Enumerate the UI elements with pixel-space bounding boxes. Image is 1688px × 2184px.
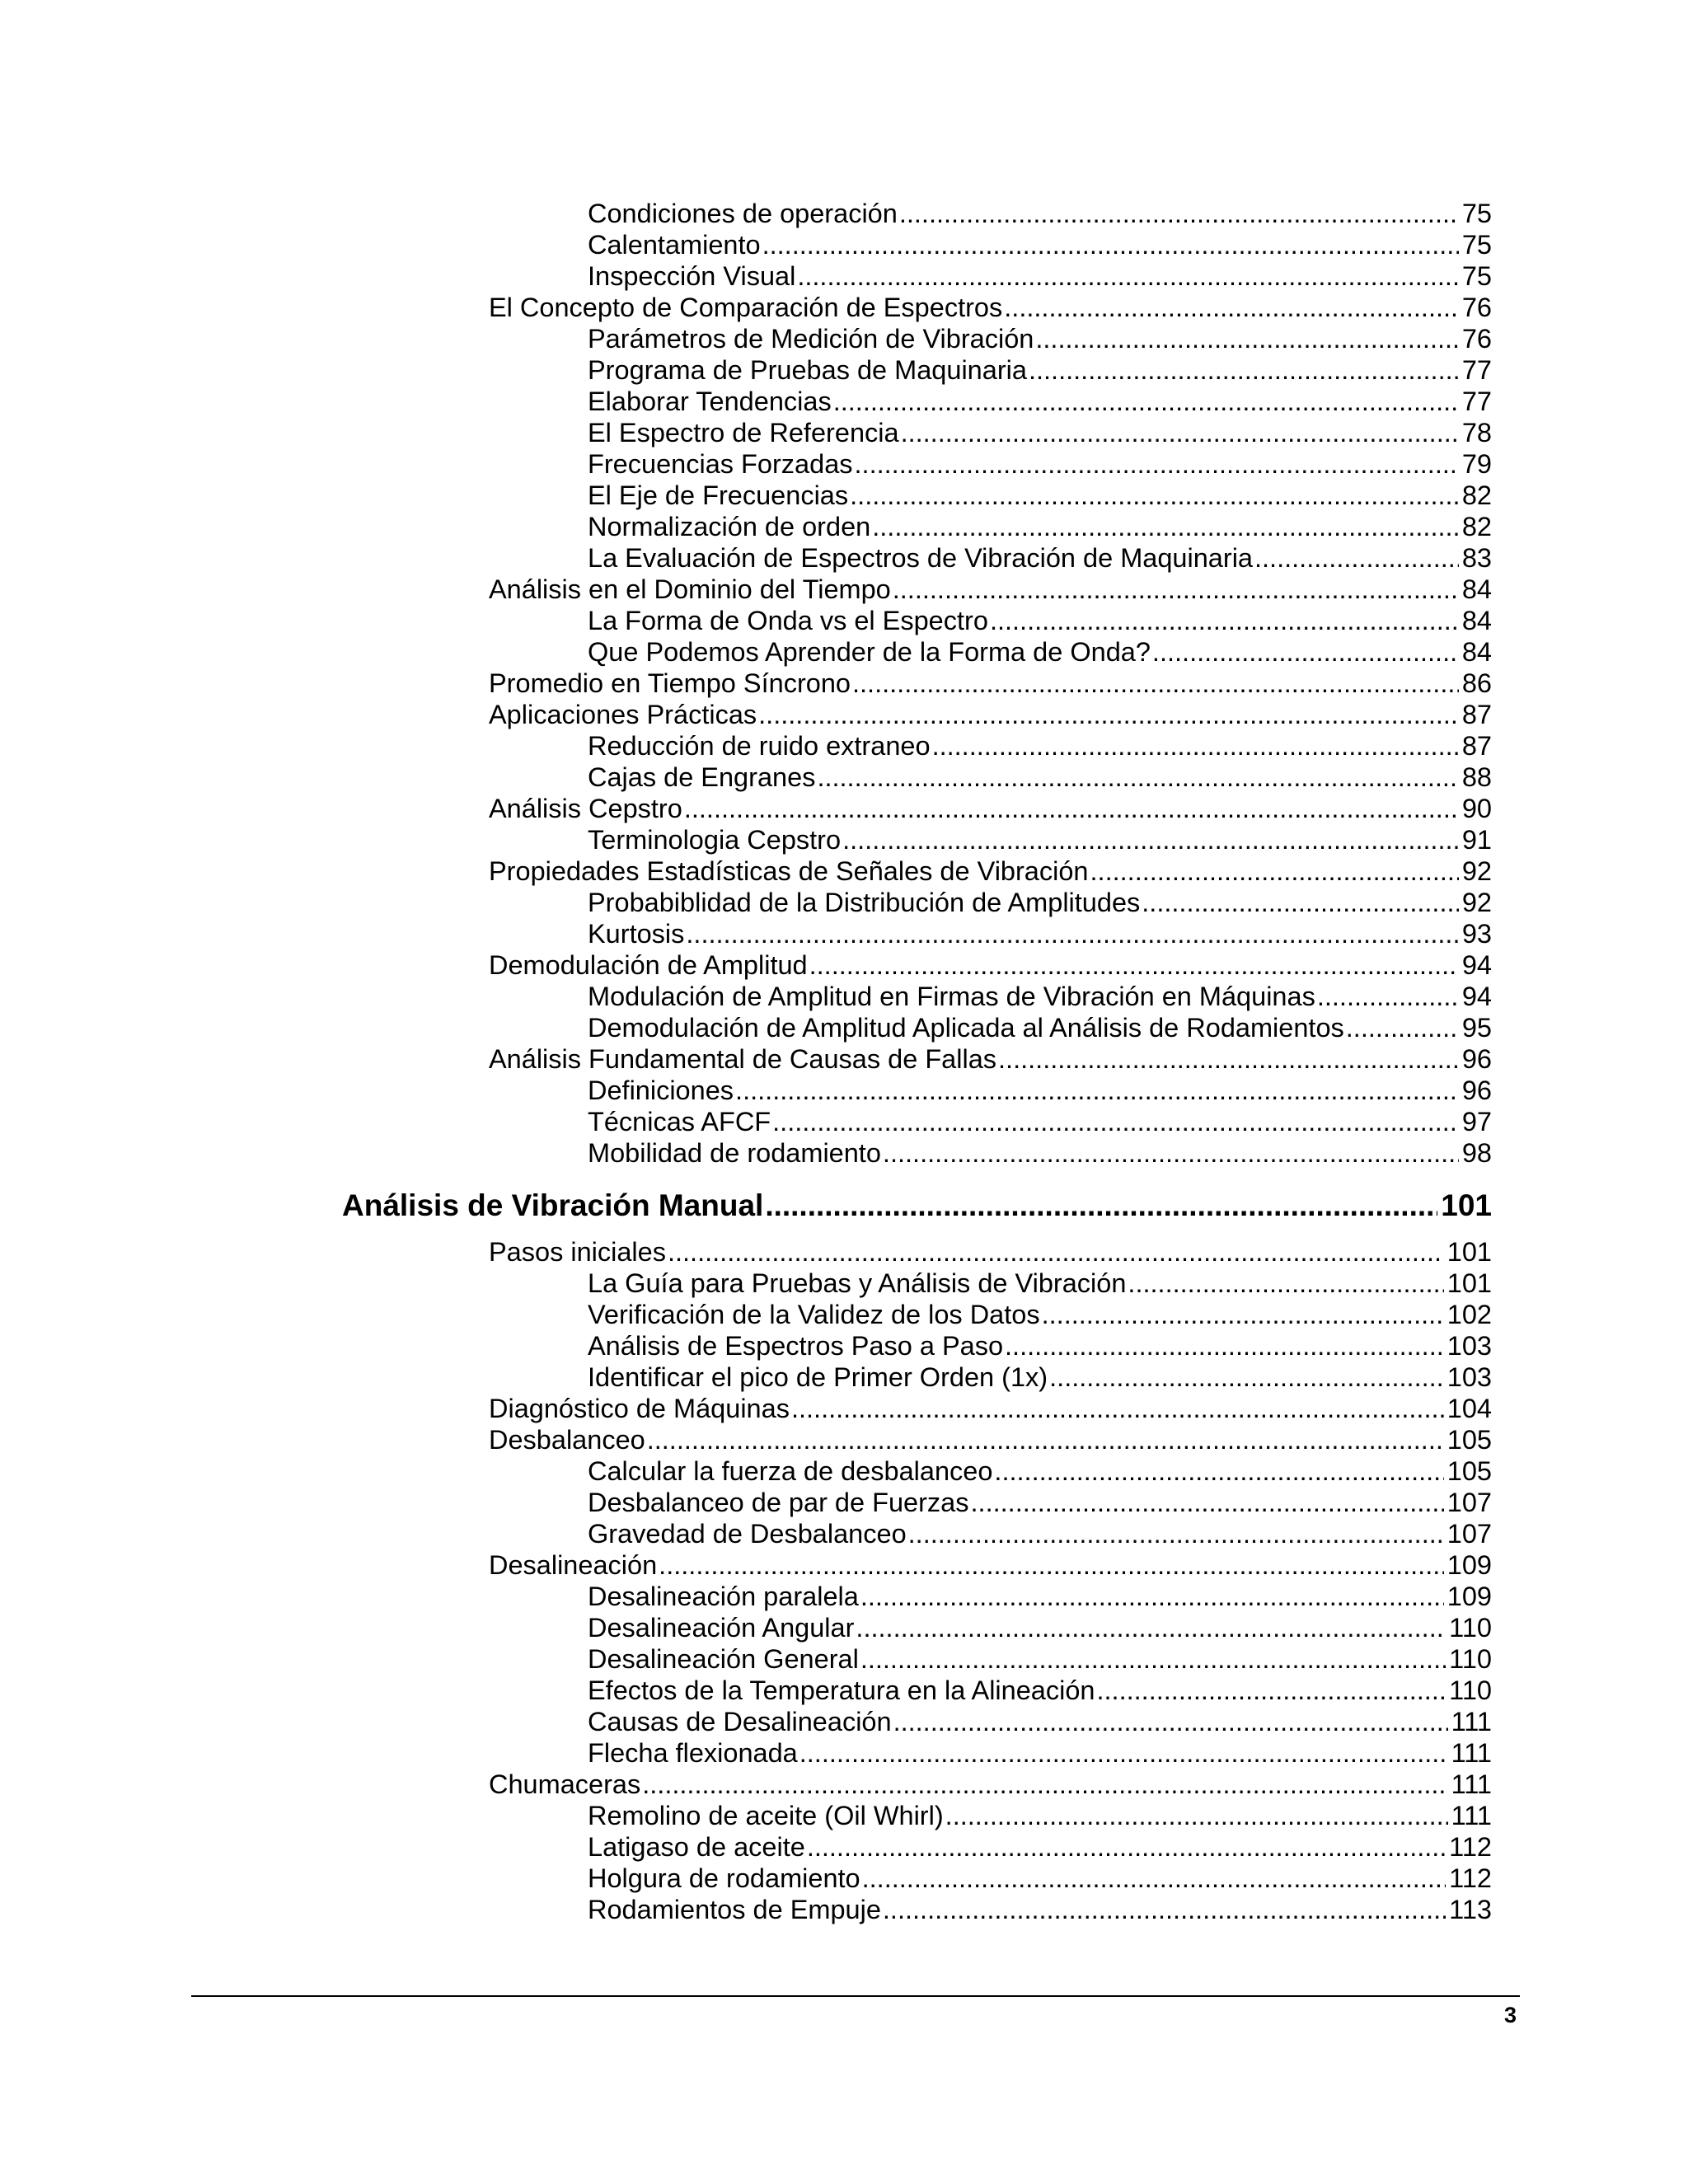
toc-entry-page: 84: [1461, 574, 1492, 604]
toc-entry[interactable]: [588, 386, 1492, 417]
toc-entry-title: Mobilidad de rodamiento: [588, 1138, 881, 1168]
toc-entry-page: 94: [1461, 950, 1492, 980]
toc-entry-page: 95: [1461, 1013, 1492, 1043]
page-number: 3: [1503, 2003, 1517, 2027]
toc-leader-dots: [684, 793, 1459, 824]
toc-entry[interactable]: [588, 636, 1492, 668]
toc-entry-title: Desalineación Angular: [588, 1613, 855, 1643]
toc-entry[interactable]: [588, 1268, 1492, 1299]
toc-entry-page: 111: [1451, 1769, 1492, 1799]
toc-entry-page: 92: [1461, 856, 1492, 886]
toc-leader-dots: [762, 229, 1459, 260]
toc-leader-dots: [852, 668, 1459, 699]
toc-entry-title: Gravedad de Desbalanceo: [588, 1519, 907, 1549]
toc-entry[interactable]: [588, 198, 1492, 229]
toc-entry-page: 113: [1449, 1895, 1492, 1924]
toc-entry-title: Propiedades Estadísticas de Señales de Vibración: [489, 856, 1089, 886]
toc-entry-title: Rodamientos de Empuje: [588, 1895, 881, 1924]
toc-entry-page: 77: [1461, 355, 1492, 385]
toc-entry[interactable]: [489, 292, 1492, 323]
toc-leader-dots: [1097, 1675, 1447, 1706]
toc-leader-dots: [799, 1737, 1448, 1769]
toc-entry-title: Causas de Desalineación: [588, 1707, 892, 1736]
toc-entry-title: Frecuencias Forzadas: [588, 449, 853, 479]
toc-entry[interactable]: [588, 448, 1492, 480]
toc-entry-page: 110: [1449, 1613, 1492, 1643]
toc-entry-page: 96: [1461, 1044, 1492, 1074]
toc-entry-page: 82: [1461, 512, 1492, 541]
toc-entry-page: 76: [1461, 324, 1492, 354]
toc-leader-dots: [809, 949, 1459, 981]
toc-entry[interactable]: [588, 542, 1492, 574]
toc-entry[interactable]: [588, 1455, 1492, 1487]
toc-entry[interactable]: [489, 855, 1492, 887]
toc-entry[interactable]: [588, 1518, 1492, 1549]
footer-rule: [191, 1995, 1520, 1997]
toc-entry-title: Promedio en Tiempo Síncrono: [489, 668, 851, 698]
toc-entry-page: 82: [1461, 480, 1492, 510]
toc-entry-page: 112: [1449, 1863, 1492, 1893]
toc-entry[interactable]: [489, 1424, 1492, 1455]
toc-entry[interactable]: [588, 1643, 1492, 1675]
toc-entry-page: 78: [1461, 418, 1492, 448]
toc-entry[interactable]: [588, 824, 1492, 855]
toc-leader-dots: [772, 1106, 1459, 1137]
toc-entry-page: 111: [1451, 1738, 1492, 1768]
toc-leader-dots: [817, 762, 1458, 793]
toc-entry-title: La Evaluación de Espectros de Vibración de Maquinaria: [588, 543, 1253, 573]
toc-entry-title: Definiciones: [588, 1076, 734, 1105]
toc-entry-page: 112: [1449, 1832, 1492, 1862]
toc-entry[interactable]: [588, 1012, 1492, 1043]
toc-entry-title: Aplicaciones Prácticas: [489, 700, 757, 729]
toc-entry-title: Análisis Cepstro: [489, 794, 682, 823]
toc-leader-dots: [893, 1706, 1448, 1737]
toc-entry[interactable]: [588, 1137, 1492, 1169]
toc-entry[interactable]: [588, 730, 1492, 762]
toc-leader-dots: [994, 1455, 1443, 1487]
toc-entry-page: 109: [1447, 1550, 1492, 1580]
toc-entry-title: Diagnóstico de Máquinas: [489, 1394, 790, 1423]
toc-entry-title: Cajas de Engranes: [588, 762, 816, 792]
toc-leader-dots: [883, 1137, 1459, 1169]
toc-entry-page: 109: [1447, 1582, 1492, 1611]
toc-entry-page: 101: [1447, 1268, 1492, 1298]
toc-entry-page: 83: [1461, 543, 1492, 573]
toc-entry[interactable]: [588, 354, 1492, 386]
toc-leader-dots: [1254, 542, 1459, 574]
toc-entry-page: 75: [1461, 199, 1492, 228]
toc-entry-page: 84: [1461, 606, 1492, 635]
toc-leader-dots: [1090, 855, 1459, 887]
toc-entry-page: 87: [1461, 700, 1492, 729]
toc-leader-dots: [1005, 1330, 1444, 1361]
toc-leader-dots: [797, 260, 1459, 292]
toc-entry-page: 94: [1461, 982, 1492, 1011]
toc-leader-dots: [686, 918, 1458, 949]
toc-entry-title: Calcular la fuerza de desbalanceo: [588, 1456, 993, 1486]
toc-entry-title: El Espectro de Referencia: [588, 418, 899, 448]
toc-entry[interactable]: [489, 1393, 1492, 1424]
toc-entry-page: 75: [1461, 230, 1492, 260]
toc-entry[interactable]: [588, 1800, 1492, 1831]
toc-leader-dots: [860, 1643, 1446, 1675]
toc-entry-page: 90: [1461, 794, 1492, 823]
toc-entry-title: La Forma de Onda vs el Espectro: [588, 606, 988, 635]
toc-entry[interactable]: [588, 260, 1492, 292]
toc-entry[interactable]: [588, 1487, 1492, 1518]
toc-entry[interactable]: [588, 229, 1492, 260]
toc-entry-title: Desalineación paralela: [588, 1582, 859, 1611]
toc-entry-title: Pasos iniciales: [489, 1237, 666, 1267]
toc-entry-page: 97: [1461, 1107, 1492, 1137]
toc-entry-title: Desbalanceo de par de Fuerzas: [588, 1488, 969, 1517]
toc-entry-page: 87: [1461, 731, 1492, 761]
toc-entry-title: Condiciones de operación: [588, 199, 898, 228]
toc-leader-dots: [765, 1187, 1437, 1225]
toc-entry-title: Análisis de Espectros Paso a Paso: [588, 1331, 1004, 1361]
toc-leader-dots: [862, 1863, 1447, 1894]
toc-leader-dots: [647, 1424, 1444, 1455]
toc-entry[interactable]: [489, 1769, 1492, 1800]
toc-entry-page: 75: [1461, 261, 1492, 291]
toc-entry-title: Demodulación de Amplitud Aplicada al Análisis de Rodamientos: [588, 1013, 1344, 1043]
toc-entry-title: Análisis en el Dominio del Tiempo: [489, 574, 891, 604]
toc-entry-title: Parámetros de Medición de Vibración: [588, 324, 1034, 354]
toc-entry-page: 104: [1447, 1394, 1492, 1423]
toc-entry[interactable]: [588, 1361, 1492, 1393]
toc-leader-dots: [758, 699, 1459, 730]
toc-entry[interactable]: [588, 981, 1492, 1012]
toc-entry-title: Identificar el pico de Primer Orden (1x): [588, 1362, 1048, 1392]
toc-entry-page: 77: [1461, 387, 1492, 416]
toc-entry-page: 102: [1447, 1300, 1492, 1329]
toc-entry-page: 105: [1447, 1425, 1492, 1455]
toc-entry-page: 107: [1447, 1519, 1492, 1549]
toc-entry[interactable]: [588, 1737, 1492, 1769]
toc-entry[interactable]: [588, 1706, 1492, 1737]
toc-entry-page: 101: [1441, 1188, 1492, 1222]
toc-entry-page: 91: [1461, 825, 1492, 855]
toc-entry[interactable]: [588, 887, 1492, 918]
toc-leader-dots: [1346, 1012, 1459, 1043]
toc-leader-dots: [901, 417, 1459, 448]
toc-entry-page: 84: [1461, 637, 1492, 667]
toc-leader-dots: [971, 1487, 1444, 1518]
toc-leader-dots: [1142, 887, 1459, 918]
toc-entry[interactable]: [489, 949, 1492, 981]
toc-entry-page: 86: [1461, 668, 1492, 698]
toc-leader-dots: [872, 511, 1459, 542]
toc-leader-dots: [735, 1075, 1459, 1106]
toc-leader-dots: [659, 1549, 1444, 1581]
toc-leader-dots: [899, 198, 1459, 229]
toc-entry-title: Probabiblidad de la Distribución de Amplitudes: [588, 888, 1141, 917]
toc-entry[interactable]: [489, 574, 1492, 605]
toc-entry-page: 88: [1461, 762, 1492, 792]
toc-entry-title: Latigaso de aceite: [588, 1832, 805, 1862]
toc-entry-title: Holgura de rodamiento: [588, 1863, 860, 1893]
toc-entry[interactable]: [489, 1043, 1492, 1075]
toc-leader-dots: [1004, 292, 1459, 323]
toc-leader-dots: [850, 480, 1459, 511]
toc-leader-dots: [668, 1236, 1444, 1268]
toc-entry-title: Calentamiento: [588, 230, 761, 260]
toc-leader-dots: [842, 824, 1459, 855]
toc-entry-page: 107: [1447, 1488, 1492, 1517]
toc-entry-title: Normalización de orden: [588, 512, 871, 541]
toc-entry[interactable]: [588, 605, 1492, 636]
toc-entry-title: Que Podemos Aprender de la Forma de Onda?: [588, 637, 1151, 667]
toc-entry-title: Inspección Visual: [588, 261, 796, 291]
toc-entry-title: Flecha flexionada: [588, 1738, 798, 1768]
toc-leader-dots: [642, 1769, 1447, 1800]
toc-leader-dots: [807, 1831, 1446, 1863]
toc-entry-title: El Concepto de Comparación de Espectros: [489, 293, 1003, 322]
toc-entry[interactable]: [588, 1831, 1492, 1863]
toc-entry-page: 92: [1461, 888, 1492, 917]
toc-entry-title: Elaborar Tendencias: [588, 387, 832, 416]
toc-entry[interactable]: [588, 1863, 1492, 1894]
toc-leader-dots: [932, 730, 1459, 762]
toc-entry[interactable]: [588, 1330, 1492, 1361]
toc-entry-title: La Guía para Pruebas y Análisis de Vibración: [588, 1268, 1127, 1298]
toc-entry-page: 101: [1447, 1237, 1492, 1267]
toc-leader-dots: [893, 574, 1459, 605]
toc-entry-title: Desbalanceo: [489, 1425, 645, 1455]
toc-leader-dots: [1042, 1299, 1444, 1330]
toc-leader-dots: [1035, 323, 1458, 354]
toc-entry[interactable]: [588, 417, 1492, 448]
toc-entry-title: Chumaceras: [489, 1769, 641, 1799]
toc-leader-dots: [1317, 981, 1459, 1012]
toc-entry[interactable]: [489, 1549, 1492, 1581]
toc-entry-title: Programa de Pruebas de Maquinaria: [588, 355, 1027, 385]
toc-leader-dots: [791, 1393, 1444, 1424]
toc-leader-dots: [1128, 1268, 1443, 1299]
toc-entry-page: 111: [1451, 1801, 1492, 1830]
toc-entry-page: 98: [1461, 1138, 1492, 1168]
toc-entry-title: Desalineación General: [588, 1644, 859, 1674]
toc-entry-page: 93: [1461, 919, 1492, 949]
toc-entry-title: Análisis Fundamental de Causas de Fallas: [489, 1044, 997, 1074]
toc-entry-title: Efectos de la Temperatura en la Alineación: [588, 1675, 1095, 1705]
toc-entry[interactable]: [588, 1106, 1492, 1137]
toc-entry[interactable]: [588, 323, 1492, 354]
toc-entry-page: 103: [1447, 1331, 1492, 1361]
toc-entry[interactable]: [588, 1299, 1492, 1330]
toc-leader-dots: [855, 448, 1459, 480]
toc-leader-dots: [856, 1612, 1446, 1643]
toc-leader-dots: [990, 605, 1459, 636]
toc-entry[interactable]: [588, 1675, 1492, 1706]
toc-entry-page: 76: [1461, 293, 1492, 322]
toc-entry-page: 111: [1451, 1707, 1492, 1736]
toc-entry[interactable]: [588, 1075, 1492, 1106]
toc-leader-dots: [998, 1043, 1459, 1075]
toc-entry[interactable]: [588, 918, 1492, 949]
toc-entry-title: El Eje de Frecuencias: [588, 480, 849, 510]
toc-entry-title: Remolino de aceite (Oil Whirl): [588, 1801, 944, 1830]
toc-entry-page: 110: [1449, 1675, 1492, 1705]
toc-leader-dots: [908, 1518, 1444, 1549]
toc-leader-dots: [883, 1894, 1446, 1925]
toc-entry-title: Técnicas AFCF: [588, 1107, 771, 1137]
toc-entry[interactable]: [588, 511, 1492, 542]
toc-entry[interactable]: [489, 699, 1492, 730]
toc-entry-page: 110: [1449, 1644, 1492, 1674]
toc-entry-title: Reducción de ruido extraneo: [588, 731, 931, 761]
toc-leader-dots: [1029, 354, 1459, 386]
toc-entry-title: Desalineación: [489, 1550, 658, 1580]
toc-chapter-entry[interactable]: [342, 1187, 1492, 1225]
toc-leader-dots: [945, 1800, 1448, 1831]
toc-entry[interactable]: [588, 762, 1492, 793]
toc-entry-page: 79: [1461, 449, 1492, 479]
toc-leader-dots: [1049, 1361, 1444, 1393]
toc-entry-page: 96: [1461, 1076, 1492, 1105]
toc-entry[interactable]: [489, 1236, 1492, 1268]
toc-entry-page: 105: [1447, 1456, 1492, 1486]
toc-entry-title: Modulación de Amplitud en Firmas de Vibración en Máquinas: [588, 982, 1315, 1011]
toc-leader-dots: [860, 1581, 1444, 1612]
toc-entry-title: Verificación de la Validez de los Datos: [588, 1300, 1040, 1329]
toc-entry-title: Demodulación de Amplitud: [489, 950, 808, 980]
toc-entry-page: 103: [1447, 1362, 1492, 1392]
toc-entry[interactable]: [588, 1894, 1492, 1925]
toc-leader-dots: [1152, 636, 1459, 668]
toc-leader-dots: [833, 386, 1459, 417]
toc-entry[interactable]: [588, 1581, 1492, 1612]
toc-entry-title: Análisis de Vibración Manual: [342, 1188, 764, 1222]
toc-entry[interactable]: [489, 793, 1492, 824]
toc-entry[interactable]: [588, 1612, 1492, 1643]
toc-entry[interactable]: [489, 668, 1492, 699]
toc-entry-title: Kurtosis: [588, 919, 685, 949]
toc-entry[interactable]: [588, 480, 1492, 511]
toc-entry-title: Terminologia Cepstro: [588, 825, 842, 855]
